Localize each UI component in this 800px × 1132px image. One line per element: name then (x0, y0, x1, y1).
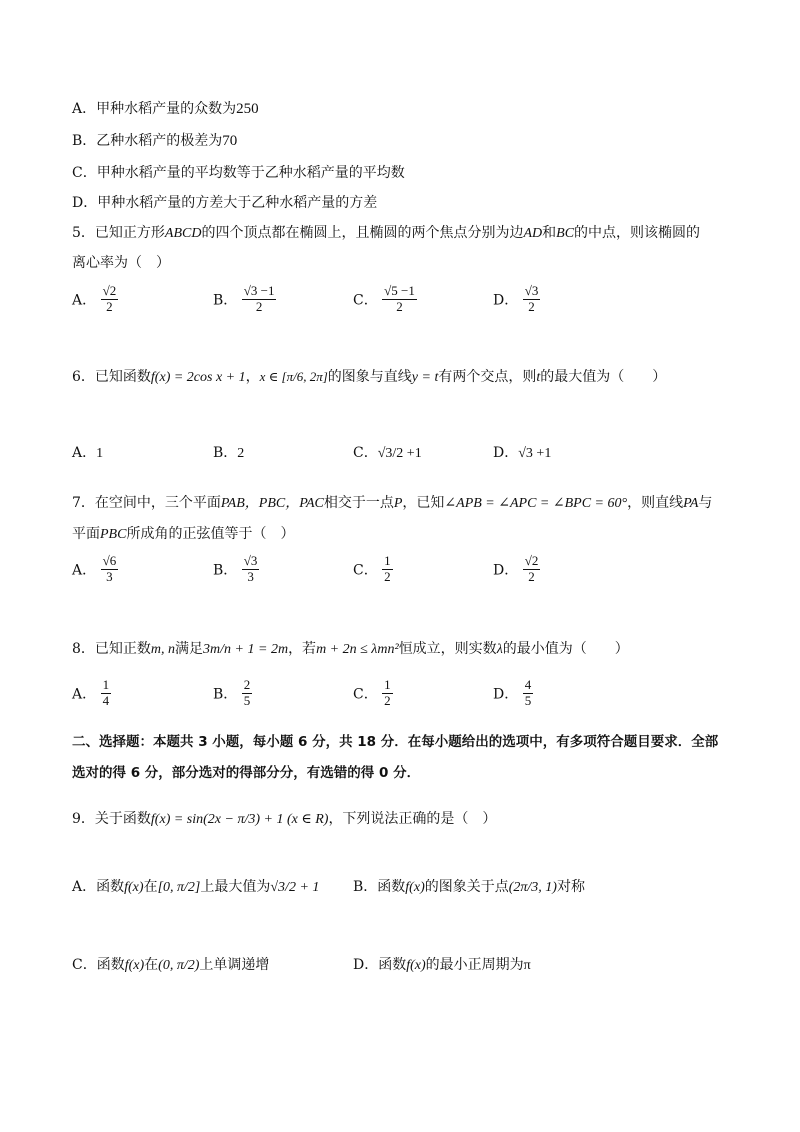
denominator: 2 (396, 298, 403, 314)
q5-stem-line2 (72, 252, 170, 272)
fraction (101, 284, 119, 315)
option-text: 对称 (556, 879, 585, 895)
option-label: C． (353, 292, 378, 309)
fraction (101, 554, 119, 585)
denominator: 2 (384, 568, 391, 584)
fraction (242, 284, 277, 315)
option-label: D． (493, 562, 519, 579)
stem-text: 9．关于函数 (72, 811, 151, 827)
stem-text: 相交于一点 (323, 495, 394, 511)
q7-option-d (493, 554, 540, 585)
option-text: 上最大值为 (200, 879, 271, 895)
option-value: 70 (222, 133, 238, 149)
option-text: 乙种水稻产的极差为 (96, 133, 223, 149)
math-interval: [0, π/2] (157, 880, 201, 895)
numerator: √5 −1 (384, 283, 415, 298)
q9-option-d (353, 954, 531, 974)
q5-option-a (72, 284, 118, 315)
numerator: √3 (243, 553, 258, 568)
q5-option-d (493, 284, 540, 315)
math-f: f(x) (406, 958, 426, 973)
fraction (242, 554, 260, 585)
option-text: 上单调递增 (199, 957, 270, 973)
option-label: B． (213, 445, 238, 461)
math-inequality: m + 2n ≤ λmn² (316, 642, 399, 657)
q9-stem (72, 808, 496, 828)
option-label: D． (353, 957, 379, 973)
stem-text: 平面 (72, 526, 100, 542)
option-label: B． (213, 562, 238, 579)
stem-text: 的图象与直线 (327, 369, 412, 385)
stem-text: 6．已知函数 (72, 369, 151, 385)
q6-option-d (493, 442, 551, 462)
stem-text: ， (245, 369, 260, 385)
option-text: 甲种水稻产量的方差大于乙种水稻产量的方差 (97, 195, 378, 211)
stem-text: 和 (542, 225, 557, 241)
stem-text: 有两个交点，则 (438, 369, 537, 385)
option-label: A． (72, 686, 97, 703)
q4-option-c (72, 162, 405, 182)
math-ad: AD (523, 226, 543, 241)
stem-text: 的最小值为（ ） (502, 641, 629, 657)
fraction (382, 284, 417, 315)
stem-text: 满足 (175, 641, 204, 657)
numerator: 4 (524, 677, 532, 692)
stem-text: 7．在空间中，三个平面 (72, 495, 221, 511)
option-text: 函数 (96, 879, 125, 895)
option-label: C． (72, 957, 97, 973)
option-label: D． (493, 686, 519, 703)
math-vars: m, n (150, 642, 176, 657)
q6-option-c (353, 442, 422, 462)
q5-stem-line1 (72, 222, 700, 242)
q8-stem (72, 638, 629, 658)
q9-option-c (72, 954, 269, 974)
option-text: 甲种水稻产量的平均数等于乙种水稻产量的平均数 (96, 165, 405, 181)
math-abcd: ABCD (164, 226, 202, 241)
denominator: 5 (524, 692, 532, 708)
section2-heading-line2 (72, 761, 420, 781)
denominator: 2 (528, 298, 535, 314)
q7-stem-line2 (72, 523, 294, 543)
q4-option-d (72, 192, 377, 212)
q4-option-a (72, 98, 259, 118)
section-heading: 选对的得 6 分，部分选对的得部分分，有选错的得 0 分． (72, 765, 421, 781)
math-line: y = t (411, 370, 439, 385)
fraction (242, 678, 253, 709)
option-label: A． (72, 879, 97, 895)
option-label: A． (72, 101, 97, 117)
stem-text: 的最大值为（ ） (540, 369, 667, 385)
math-f: f(x) (124, 880, 144, 895)
fraction (382, 678, 393, 709)
math-lambda: λ (496, 642, 503, 657)
denominator: 2 (255, 298, 263, 314)
numerator: 2 (243, 677, 251, 692)
option-text: 函数 (96, 957, 125, 973)
option-text: 的最小正周期为 (425, 957, 524, 973)
numerator: √2 (524, 553, 539, 568)
q5-option-c (353, 284, 417, 315)
q9-option-b (353, 876, 585, 896)
option-label: B． (213, 686, 238, 703)
option-label: C． (72, 165, 97, 181)
math-domain: x ∈ [π/6, 2π] (259, 369, 328, 384)
stem-text: 离心率为（ ） (72, 255, 170, 271)
q9-option-a (72, 876, 319, 896)
option-text: 函数 (378, 957, 407, 973)
denominator: 2 (106, 298, 113, 314)
math-function: f(x) = 2cos x + 1 (150, 370, 246, 385)
option-value: √3/2 +1 (377, 446, 422, 461)
math-f: f(x) (124, 958, 145, 973)
option-label: D． (493, 292, 519, 309)
section2-heading-line1 (72, 730, 718, 750)
q6-option-b (213, 442, 244, 462)
math-t: t (536, 370, 541, 385)
option-text: 函数 (377, 879, 406, 895)
option-text: 在 (143, 879, 158, 895)
stem-text: 恒成立，则实数 (398, 641, 497, 657)
q8-option-a (72, 678, 111, 709)
numerator: √2 (102, 283, 117, 298)
option-label: B． (353, 879, 378, 895)
math-angles: ∠APB = ∠APC = ∠BPC = 60° (444, 496, 628, 511)
stem-text: 8．已知正数 (72, 641, 151, 657)
stem-text: ，下列说法正确的是（ ） (328, 811, 497, 827)
option-label: D． (493, 445, 519, 461)
option-label: A． (72, 292, 97, 309)
q8-option-c (353, 678, 393, 709)
denominator: 4 (102, 692, 110, 708)
q8-option-d (493, 678, 533, 709)
fraction (523, 678, 534, 709)
numerator: √6 (102, 553, 117, 568)
math-pa: PA (683, 496, 699, 511)
option-label: C． (353, 562, 378, 579)
math-pbc: PBC (100, 527, 127, 542)
math-value: π (523, 958, 531, 973)
option-value: √3 +1 (518, 446, 552, 461)
option-label: C． (353, 445, 378, 461)
option-label: B． (213, 292, 238, 309)
option-value: 2 (237, 446, 245, 461)
math-point: (2π/3, 1) (508, 880, 557, 895)
math-p: P (393, 496, 403, 511)
numerator: √3 −1 (243, 283, 275, 298)
numerator: √3 (524, 283, 539, 298)
option-value: 250 (236, 101, 259, 117)
stem-text: 的四个顶点都在椭圆上，且椭圆的两个焦点分别为边 (201, 225, 524, 241)
option-label: D． (72, 195, 98, 211)
stem-text: 与 (698, 495, 713, 511)
stem-text: ，则直线 (627, 495, 684, 511)
math-value: √3/2 + 1 (270, 880, 320, 895)
option-label: A． (72, 445, 97, 461)
section-heading: 二、选择题：本题共 3 小题，每小题 6 分，共 18 分．在每小题给出的选项中，有多项符合题目要求．全部 (72, 734, 719, 750)
option-label: C． (353, 686, 378, 703)
stem-text: 5．已知正方形 (72, 225, 165, 241)
denominator: 5 (243, 692, 251, 708)
math-f: f(x) (405, 880, 425, 895)
denominator: 3 (247, 568, 254, 584)
fraction (101, 678, 112, 709)
q4-option-b (72, 130, 237, 150)
option-value: 1 (96, 446, 104, 461)
stem-text: ，若 (288, 641, 317, 657)
math-planes: PAB，PBC，PAC (220, 496, 324, 511)
option-label: A． (72, 562, 97, 579)
option-text: 甲种水稻产量的众数为 (96, 101, 237, 117)
q7-option-c (353, 554, 393, 585)
stem-text: ，已知 (402, 495, 445, 511)
q6-stem (72, 366, 666, 386)
fraction (382, 554, 393, 585)
math-equation: 3m/n + 1 = 2m (203, 642, 289, 657)
denominator: 3 (106, 568, 113, 584)
math-interval: (0, π/2) (158, 958, 200, 973)
denominator: 2 (528, 568, 535, 584)
fraction (523, 284, 541, 315)
q7-option-b (213, 554, 259, 585)
q5-option-b (213, 284, 276, 315)
q7-stem-line1 (72, 492, 712, 512)
q8-option-b (213, 678, 252, 709)
denominator: 2 (384, 692, 391, 708)
option-text: 的图象关于点 (424, 879, 509, 895)
numerator: 1 (384, 677, 391, 692)
option-label: B． (72, 133, 97, 149)
fraction (523, 554, 541, 585)
stem-text: 的中点，则该椭圆的 (574, 225, 701, 241)
stem-text: 所成角的正弦值等于（ ） (126, 526, 295, 542)
math-bc: BC (556, 226, 575, 241)
option-text: 在 (144, 957, 159, 973)
q6-option-a (72, 442, 103, 462)
numerator: 1 (384, 553, 391, 568)
math-function: f(x) = sin(2x − π/3) + 1 (x ∈ R) (150, 812, 329, 827)
q7-option-a (72, 554, 118, 585)
numerator: 1 (102, 677, 110, 692)
